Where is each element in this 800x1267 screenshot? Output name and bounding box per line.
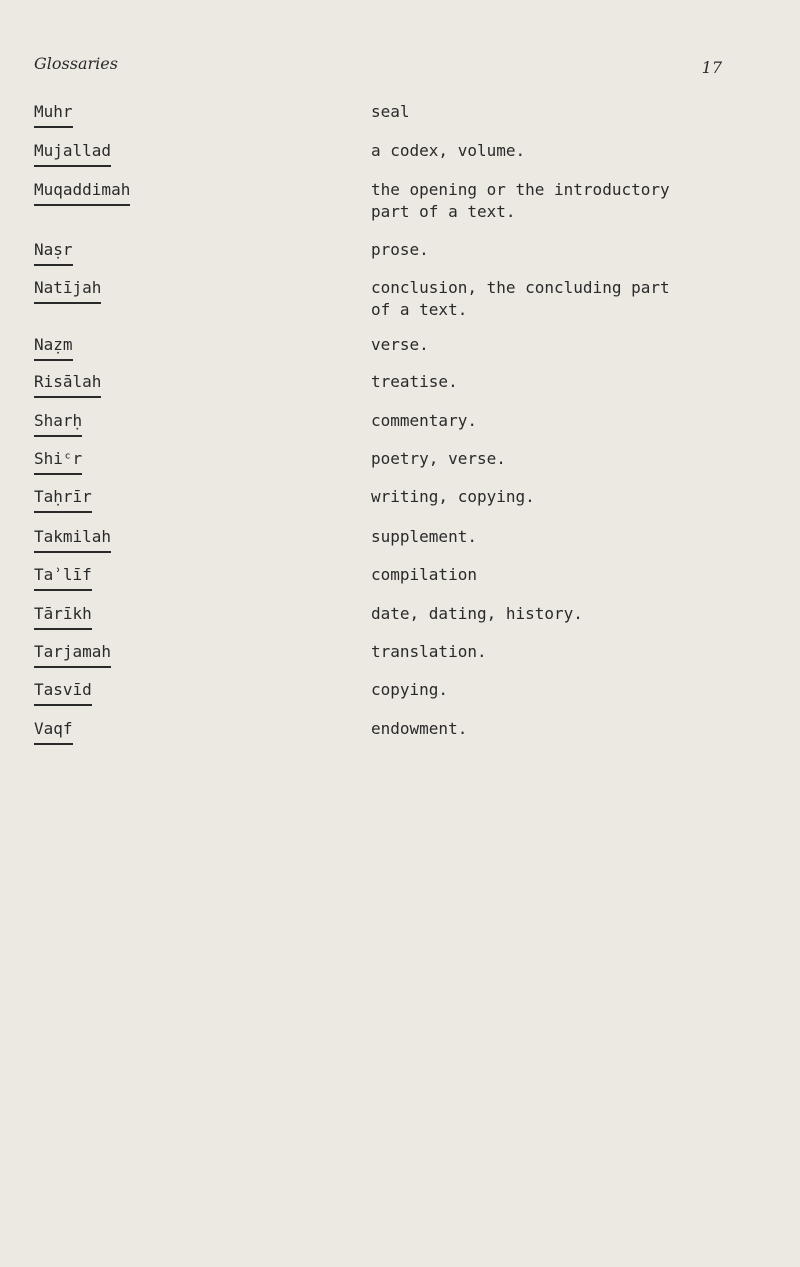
glossary-term: Takmilah: [34, 526, 111, 553]
page-number: 17: [701, 58, 722, 77]
glossary-definition: prose.: [371, 240, 429, 259]
glossary-term: Taḥrīr: [34, 486, 92, 513]
glossary-definition: verse.: [371, 335, 429, 354]
running-header-title: Glossaries: [34, 54, 118, 73]
glossary-term: Muhr: [34, 101, 73, 128]
glossary-definition: treatise.: [371, 372, 458, 391]
glossary-definition: translation.: [371, 642, 487, 661]
glossary-definition: writing, copying.: [371, 487, 535, 506]
glossary-term: Naṣr: [34, 239, 73, 266]
glossary-definition: compilation: [371, 565, 477, 584]
glossary-definition: copying.: [371, 680, 449, 699]
glossary-term: Sharḥ: [34, 410, 82, 437]
glossary-term: Muqaddimah: [34, 179, 130, 206]
glossary-definition: commentary.: [371, 411, 477, 430]
glossary-definition: supplement.: [371, 527, 477, 546]
glossary-definition: date, dating, history.: [371, 604, 583, 623]
glossary-term: Natījah: [34, 277, 101, 304]
glossary-term: Mujallad: [34, 140, 111, 167]
glossary-term: Risālah: [34, 371, 101, 398]
glossary-term: Tārīkh: [34, 603, 92, 630]
glossary-term: Tasvīd: [34, 679, 92, 706]
glossary-definition: conclusion, the concluding part of a text.: [371, 278, 670, 319]
glossary-term: Shiᶜr: [34, 448, 82, 475]
glossary-term: Vaqf: [34, 718, 73, 745]
glossary-definition: endowment.: [371, 719, 468, 738]
glossary-definition: poetry, verse.: [371, 449, 506, 468]
glossary-term: Naẓm: [34, 334, 73, 361]
glossary-definition: the opening or the introductory part of a text.: [371, 180, 670, 221]
glossary-term: Taʾlīf: [34, 564, 92, 591]
glossary-definition: seal: [371, 102, 410, 121]
glossary-definition: a codex, volume.: [371, 141, 526, 160]
glossary-term: Tarjamah: [34, 641, 111, 668]
